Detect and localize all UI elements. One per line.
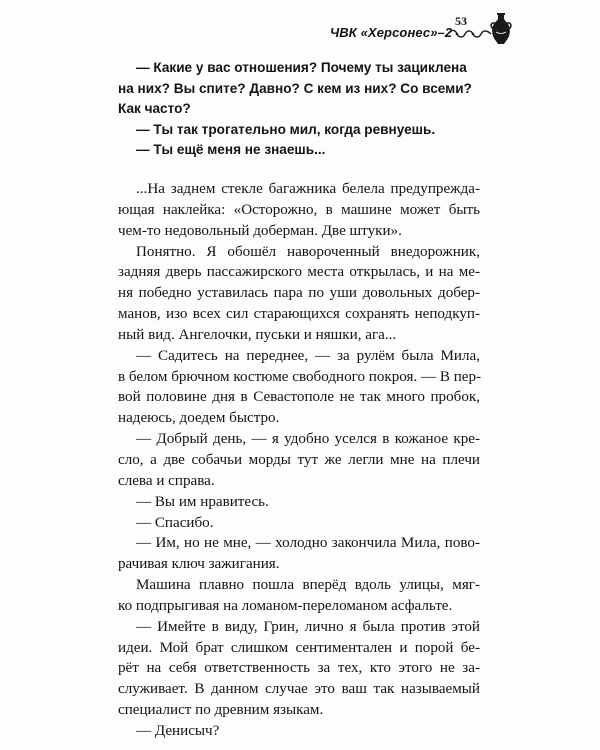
text-line: в белом брючном костюме свободного покроя. — В пер- (118, 368, 482, 385)
text-line: сло, а две собачьи морды тут же легли мне на плечи (118, 451, 480, 468)
text-line: рачивая ключ зажигания. (118, 556, 280, 573)
text-line: — Вы им нравитесь. (136, 493, 269, 510)
text-line: манов, изо всех сил старающихся сохранять неподкуп- (118, 306, 480, 323)
text-line: Машина плавно пошла вперёд вдоль улицы, мяг- (136, 577, 480, 594)
text-line: служивает. В данном случае это ваш так называемый (118, 681, 480, 698)
text-line: идеи. Мой брат слишком сентиментален и порой бе- (118, 639, 480, 656)
text-line: задняя дверь пассажирского места открылась, и на ме- (118, 264, 480, 281)
dialogue-block (118, 58, 478, 161)
text-line: — Денисыч? (136, 722, 220, 739)
text-line: ...На заднем стекле багажника белела предупрежда- (136, 181, 480, 197)
text-line: Понятно. Я обошёл навороченный внедорожник, (136, 243, 480, 260)
dialogue-line: — Ты так трогательно мил, когда ревнуешь. (136, 121, 436, 137)
text-line: чем-то недовольный доберман. Две штуки». (118, 222, 402, 239)
text-line: рёт на себя ответственность за тех, кто этого не за- (118, 660, 480, 677)
text-line: вой половине дня в Севастополе не так много пробок, (118, 389, 480, 406)
text-line: — Имейте в виду, Грин, лично я была против этой (136, 618, 480, 635)
text-line: специалист по древним языкам. (118, 702, 324, 719)
dialogue-line: — Какие у вас отношения? Почему ты зациклена на них? Вы спите? Давно? С кем из них? Со всеми? Как часто? (118, 60, 472, 117)
page-number: 53 (455, 14, 467, 28)
running-title: ЧВК «Херсонес»–2 (330, 25, 453, 40)
main-text (118, 179, 480, 742)
text-line: слева и справа. (118, 472, 215, 489)
decorative-swirl-icon (445, 26, 493, 40)
text-line: ня победно уставилась пара по уши довольных добер- (118, 285, 480, 302)
text-line: — Садитесь на переднее, — за рулём была Мила, (136, 347, 480, 364)
dialogue-line: — Ты ещё меня не знаешь... (136, 142, 326, 158)
text-line: — Им, но не мне, — холодно закончила Мила, пово- (136, 535, 480, 552)
text-line: надеюсь, доедем быстро. (118, 410, 280, 427)
text-line: — Добрый день, — я удобно уселся в кожаное кре- (136, 431, 480, 448)
text-line: ный вид. Ангелочки, пуськи и няшки, ага... (118, 326, 397, 343)
text-line: ющая наклейка: «Осторожно, в машине может быть (118, 201, 480, 218)
text-line: ко подпрыгивая на ломаном-переломаном асфальте. (118, 597, 453, 614)
text-line: — Спасибо. (136, 514, 214, 531)
amphora-icon (488, 12, 514, 46)
